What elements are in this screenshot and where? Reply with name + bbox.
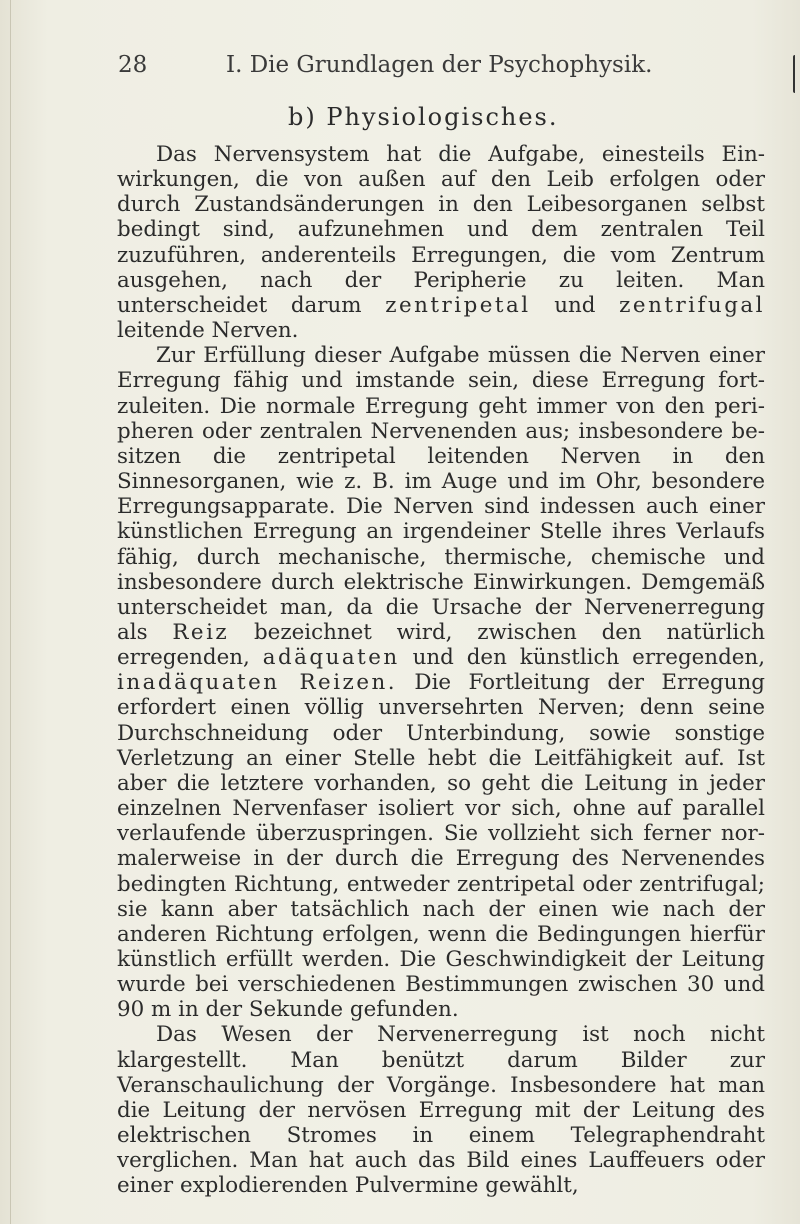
page-edge-mark (793, 55, 798, 93)
paragraph (117, 343, 765, 1022)
emphasized-term: zentrifugal (619, 292, 765, 318)
paragraph (117, 142, 765, 343)
text-run: und den künstlich erregenden, (399, 645, 765, 671)
emphasized-term: inadäquaten Reizen. (117, 670, 398, 696)
text-run: Das Nervensystem hat die Aufgabe, einesteils Einwirkungen, die von außen auf den Leib erfolgen oder durch Zustandsänderungen in den Leibesorganen selbst bedingt sind, aufzunehmen und dem zentralen Teil zuzuführen, anderenteils Erregungen, die vom Zentrum ausgehen, nach der Peripherie zu leiten. Man unterscheidet darum (117, 142, 765, 318)
text-run: bezeichnet wird, zwischen den natürlich erregenden, (117, 619, 766, 671)
text-run: Zur Erfüllung dieser Aufgabe müssen die Nerven einer Erregung fähig und imstande sein, diese Erregung fortzuleiten. Die normale Erregung geht immer von den peripheren oder zentralen Nervenenden aus; insbesondere besitzen die zentripetal leitenden Nerven in den Sinnesorganen, wie z. B. im Auge und im Ohr, besondere Erregungsapparate. Die Nerven sind indessen auch einer künstlichen Erregung an irgendeiner Stelle ihres Verlaufs fähig, durch mechanische, thermische, chemische und insbesondere durch elektrische Einwirkungen. Demgemäß unterscheidet man, da die Ursache der Nervenerregung als (117, 343, 765, 645)
page-gutter-edge (10, 0, 11, 1224)
text-run: Das Wesen der Nervenerregung ist noch nicht klargestellt. Man benützt darum Bilder zur Veranschaulichung der Vorgänge. Insbesondere hat man die Leitung der nervösen Erregung mit der Leitung des elektrischen Stromes in einem Telegraphendraht verglichen. Man hat auch das Bild eines Lauffeuers oder einer explodierenden Pulvermine gewählt, (117, 1022, 765, 1199)
emphasized-term: zentripetal (385, 292, 531, 318)
section-heading: b) Physiologisches. (288, 103, 559, 131)
text-run: leitende Nerven. (117, 318, 299, 344)
running-head (0, 52, 800, 82)
emphasized-term: adäquaten (262, 645, 400, 671)
page-number: 28 (118, 52, 148, 78)
paragraph (117, 1022, 765, 1198)
running-title: I. Die Grundlagen der Psychophysik. (226, 52, 653, 78)
emphasized-term: Reiz (172, 619, 230, 645)
body-text (117, 142, 765, 1199)
text-run: und (530, 292, 620, 318)
text-run: Die Fortleitung der Erregung erfordert einen völlig unversehrten Nerven; denn seine Durchschneidung oder Unterbindung, sowie sonstige Verletzung an einer Stelle hebt die Leitfähigkeit auf. Ist aber die letztere vorhanden, so geht die Leitung in jeder einzelnen Nervenfaser isoliert vor sich, ohne auf parallel verlaufende überzuspringen. Sie vollzieht sich ferner normalerweise in der durch die Erregung des Nervenendes bedingten Richtung, entweder zentripetal oder zentrifugal; sie kann aber tatsächlich nach der einen wie nach der anderen Richtung erfolgen, wenn die Bedingungen hierfür künstlich erfüllt werden. Die Geschwindigkeit der Leitung wurde bei verschiedenen Bestimmungen zwischen 30 und 90 m in der Sekunde gefunden. (117, 670, 765, 1023)
